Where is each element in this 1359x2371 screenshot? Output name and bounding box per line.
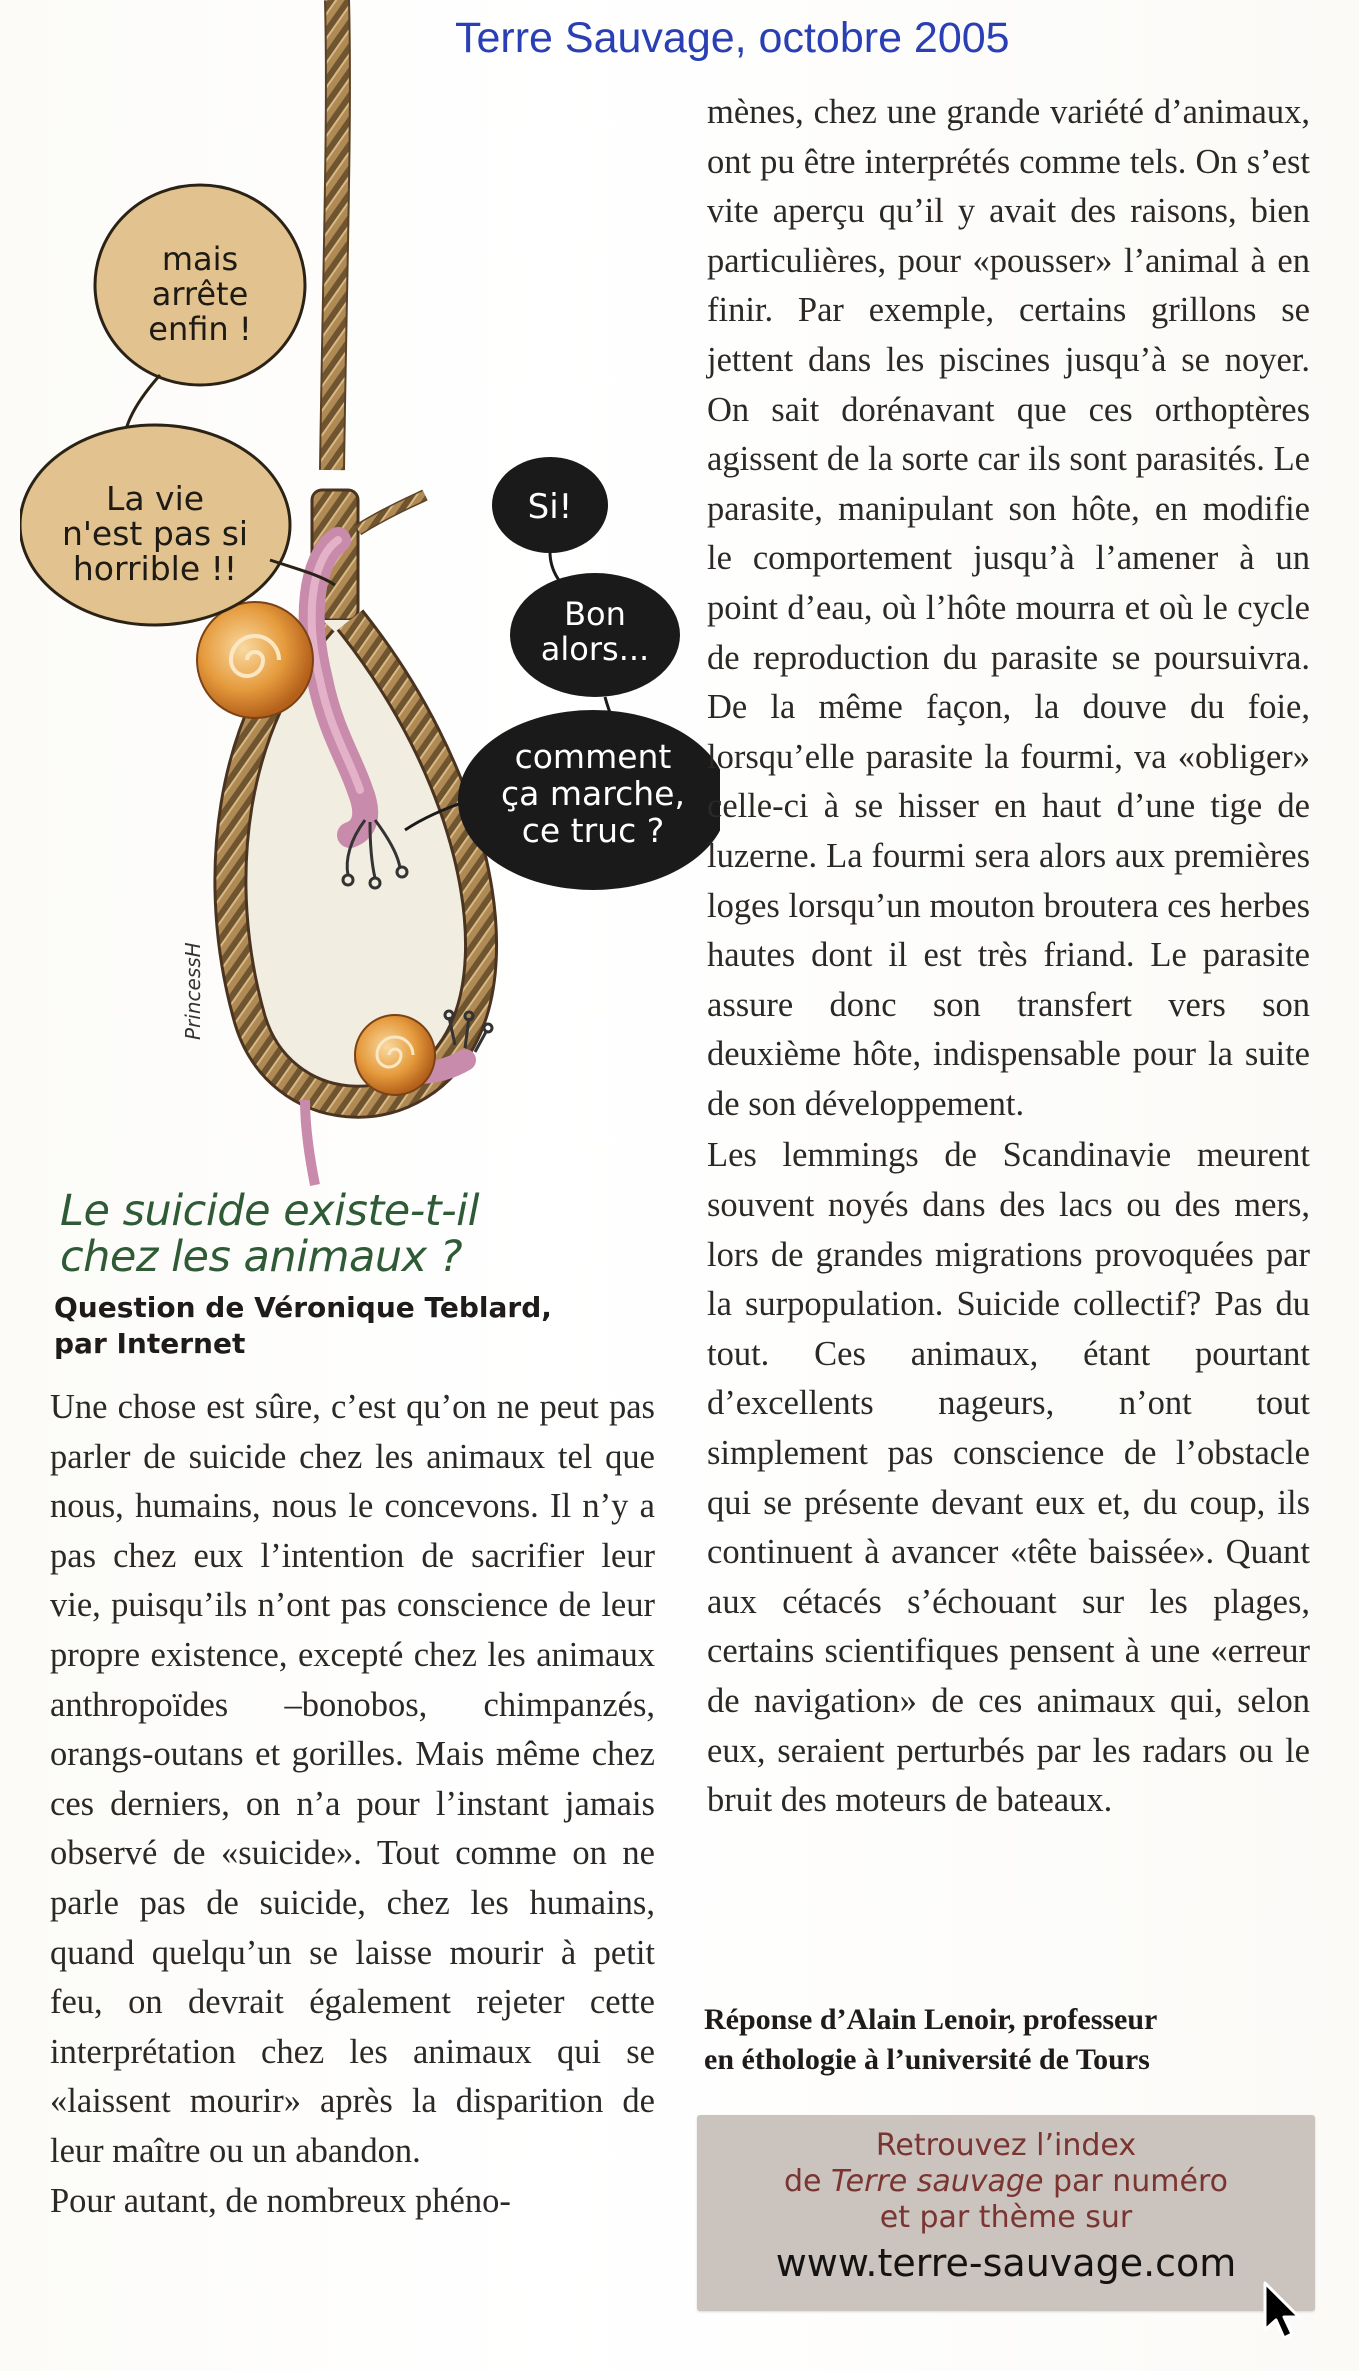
right-paragraph-1: mènes, chez une grande variété d’animaux, ont pu être interprétés comme tels. On s’est vite aperçu qu’il y avait des raisons, bien particulières, pour «pousser» l’animal à en finir. Par exemple, certains grillons se jettent dans les piscines jusqu’à se noyer. On sait dorénavant que ces orthoptères agissent de la sorte car ils sont parasités. Le parasite, manipulant son hôte, en modifie le comportement jusqu’à l’amener à un point d’eau, où l’hôte mourra et où le cycle de reproduction du parasite se poursuivra. De la même façon, la douve du foie, lorsqu’elle parasite la fourmi, va «obliger» celle-ci à se hisser en haut d’une tige de luzerne. La fourmi sera alors aux premières loges lorsqu’un mouton broutera ces herbes hautes dont il est très friand. Le parasite assure donc son transfert vers son deuxième hôte, indispensable pour la suite de son développement. bbox=[707, 93, 1310, 1123]
index-promo-box bbox=[697, 2115, 1315, 2311]
source-header: Terre Sauvage, octobre 2005 bbox=[455, 14, 1010, 62]
question-byline bbox=[54, 1290, 694, 1362]
svg-text:alors...: alors... bbox=[540, 630, 650, 668]
svg-text:arrête: arrête bbox=[151, 275, 249, 313]
article-title bbox=[60, 1188, 700, 1280]
svg-text:ce truc ?: ce truc ? bbox=[521, 811, 665, 850]
left-paragraph-1: Une chose est sûre, c’est qu’on ne peut pas parler de suicide chez les animaux tel que nous, humains, nous le concevons. Il n’y a pas chez eux l’intention de sacrifier leur vie, puisqu’ils n’ont pas conscience de leur propre existence, excepté chez les animaux anthropoïdes –bonobos, chimpanzés, orangs-outans et gorilles. Mais même chez ces derniers, on n’a pour l’instant jamais observé de «suicide». Tout comme on ne parle pas de suicide, chez les humains, quand quelqu’un se laisse mourir à petit feu, on devrait également rejeter cette interprétation chez les animaux qui se «laissent mourir» après la disparition de leur maître ou un abandon. bbox=[50, 1388, 655, 2170]
question-line-1: Question de Véronique Teblard, bbox=[54, 1291, 552, 1324]
website-link[interactable]: www.terre-sauvage.com bbox=[775, 2241, 1237, 2285]
left-column bbox=[50, 1383, 655, 2226]
noose-snail-cartoon bbox=[20, 0, 720, 1190]
mouse-pointer-icon bbox=[1262, 2280, 1306, 2342]
title-line-1: Le suicide existe-t-il bbox=[60, 1186, 480, 1236]
svg-text:Bon: Bon bbox=[564, 595, 626, 633]
svg-text:La vie: La vie bbox=[105, 479, 205, 518]
illustrator-signature: PrincessH bbox=[181, 942, 205, 1040]
right-column bbox=[707, 88, 1310, 1826]
right-paragraph-2: Les lemmings de Scandinavie meurent souvent noyés dans des lacs ou des mers, lors de grandes migrations provoquées par la surpopulation. Suicide collectif? Pas du tout. Ces animaux, étant pourtant d’excellents nageurs, n’ont tout simplement pas conscience de l’obstacle qui se présente devant eux et, du coup, ils continuent à avancer «tête baissée». Quant aux cétacés s’échouant sur les plages, certains scientifiques pensent à une «erreur de navigation» de ces animaux qui, selon eux, seraient perturbés par les radars ou le bruit des moteurs de bateaux. bbox=[707, 1136, 1310, 1820]
index-box-line-1: Retrouvez l’index bbox=[875, 2128, 1137, 2163]
svg-text:comment: comment bbox=[514, 737, 672, 776]
snail-shell-top bbox=[197, 602, 313, 718]
svg-text:horrible !!: horrible !! bbox=[72, 549, 238, 588]
svg-text:mais: mais bbox=[161, 240, 239, 278]
speech-bubble-left-top bbox=[95, 185, 305, 385]
left-paragraph-2: Pour autant, de nombreux phéno- bbox=[50, 2181, 511, 2220]
question-line-2: par Internet bbox=[54, 1327, 246, 1360]
speech-bubble-right-comment bbox=[458, 710, 720, 890]
answer-byline bbox=[704, 2000, 1324, 2080]
magazine-title: Terre sauvage bbox=[831, 2164, 1044, 2199]
speech-bubble-right-bon-alors bbox=[510, 573, 680, 697]
svg-text:n'est pas si: n'est pas si bbox=[61, 514, 249, 553]
index-box-line-2: de Terre sauvage par numéro bbox=[783, 2164, 1229, 2199]
answer-line-2: en éthologie à l’université de Tours bbox=[704, 2043, 1150, 2076]
speech-bubble-left-bottom bbox=[20, 425, 290, 625]
speech-bubble-right-si bbox=[492, 457, 608, 553]
title-line-2: chez les animaux ? bbox=[60, 1232, 463, 1282]
svg-text:enfin !: enfin ! bbox=[148, 310, 252, 348]
svg-text:ça marche,: ça marche, bbox=[501, 774, 685, 813]
index-box-line-3: et par thème sur bbox=[879, 2200, 1133, 2235]
svg-text:Si!: Si! bbox=[527, 487, 573, 527]
answer-line-1: Réponse d’Alain Lenoir, professeur bbox=[704, 2003, 1158, 2036]
